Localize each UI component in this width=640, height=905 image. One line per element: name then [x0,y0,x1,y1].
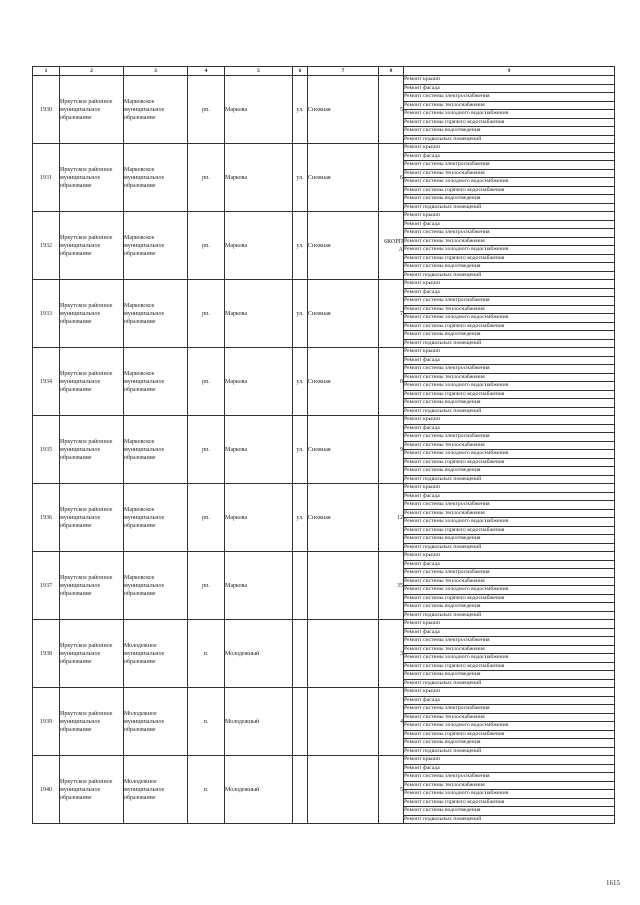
settlement-cell: Марковское муниципальное образование [124,144,188,212]
work-type-cell: Ремонт крыши [404,416,615,425]
locality-type-cell: рп. [188,76,225,144]
locality-cell: Маркова [225,348,293,416]
table-row [33,688,615,697]
district-cell: Иркутское районное муниципальное образование [60,688,124,756]
locality-cell: Молодежный [225,688,293,756]
settlement-cell: Марковское муниципальное образование [124,212,188,280]
work-type-cell: Ремонт фасада [404,424,615,433]
record-number: 1939 [33,688,60,756]
table-row [33,348,615,357]
house-number-cell: 4 [379,688,404,756]
table-row [33,212,615,221]
work-type-cell: Ремонт системы горячего водоснабжения [404,730,615,739]
street-type-cell: ул. [293,144,308,212]
work-type-cell: Ремонт системы горячего водоснабжения [404,594,615,603]
work-type-cell: Ремонт системы теплоснабжения [404,781,615,790]
house-number-cell: 9 [379,416,404,484]
street-type-cell: ул. [293,212,308,280]
settlement-cell: Марковское муниципальное образование [124,416,188,484]
work-type-cell: Ремонт системы холодного водоснабжения [404,314,615,323]
house-number-cell: 8 [379,348,404,416]
work-type-cell: Ремонт фасада [404,560,615,569]
work-type-cell: Ремонт системы теплоснабжения [404,101,615,110]
work-type-cell: Ремонт системы водоотведения [404,399,615,408]
work-type-cell: Ремонт системы холодного водоснабжения [404,654,615,663]
work-type-cell: Ремонт системы холодного водоснабжения [404,518,615,527]
work-type-cell: Ремонт подвальных помещений [404,679,615,688]
record-number: 1938 [33,620,60,688]
house-number-cell: 3 [379,620,404,688]
locality-type-cell: п. [188,688,225,756]
district-cell: Иркутское районное муниципальное образование [60,348,124,416]
table-row [33,416,615,425]
work-type-cell: Ремонт подвальных помещений [404,271,615,280]
locality-type-cell: п. [188,620,225,688]
table-row [33,144,615,153]
work-type-cell: Ремонт системы водоотведения [404,467,615,476]
locality-type-cell: рп. [188,552,225,620]
table-row [33,280,615,289]
locality-cell: Маркова [225,280,293,348]
work-type-cell: Ремонт системы горячего водоснабжения [404,662,615,671]
work-type-cell: Ремонт системы холодного водоснабжения [404,178,615,187]
locality-cell: Маркова [225,416,293,484]
record-number: 1931 [33,144,60,212]
street-cell [308,688,379,756]
work-type-cell: Ремонт системы водоотведения [404,603,615,612]
district-cell: Иркутское районное муниципальное образование [60,212,124,280]
work-type-cell: Ремонт системы холодного водоснабжения [404,110,615,119]
district-cell: Иркутское районное муниципальное образование [60,144,124,212]
work-type-cell: Ремонт системы холодного водоснабжения [404,722,615,731]
work-type-cell: Ремонт системы холодного водоснабжения [404,586,615,595]
street-cell [308,552,379,620]
work-type-cell: Ремонт подвальных помещений [404,203,615,212]
street-cell: Снежная [308,212,379,280]
work-type-cell: Ремонт фасада [404,764,615,773]
street-type-cell: ул. [293,348,308,416]
street-type-cell: ул. [293,484,308,552]
work-type-cell: Ремонт фасада [404,492,615,501]
settlement-cell: Молодежное муниципальное образование [124,756,188,824]
work-type-cell: Ремонт системы электроснабжения [404,569,615,578]
work-type-cell: Ремонт подвальных помещений [404,543,615,552]
street-type-cell [293,552,308,620]
house-number-cell: 6 [379,144,404,212]
work-type-cell: Ремонт системы горячего водоснабжения [404,322,615,331]
settlement-cell: Марковское муниципальное образование [124,484,188,552]
locality-type-cell: рп. [188,416,225,484]
locality-type-cell: п. [188,756,225,824]
work-type-cell: Ремонт системы теплоснабжения [404,373,615,382]
settlement-cell: Марковское муниципальное образование [124,280,188,348]
work-type-cell: Ремонт системы электроснабжения [404,93,615,102]
house-number-cell: 7 [379,280,404,348]
locality-cell: Маркова [225,144,293,212]
work-type-cell: Ремонт системы горячего водоснабжения [404,390,615,399]
table-row [33,552,615,561]
work-type-cell: Ремонт крыши [404,348,615,357]
street-type-cell [293,756,308,824]
work-type-cell: Ремонт подвальных помещений [404,339,615,348]
street-cell: Снежная [308,484,379,552]
district-cell: Иркутское районное муниципальное образование [60,416,124,484]
street-type-cell: ул. [293,416,308,484]
work-type-cell: Ремонт системы теплоснабжения [404,169,615,178]
header-col-1: 1 [33,67,60,76]
settlement-cell: Марковское муниципальное образование [124,76,188,144]
work-type-cell: Ремонт системы водоотведения [404,535,615,544]
work-type-cell: Ремонт системы электроснабжения [404,501,615,510]
header-col-7: 7 [308,67,379,76]
street-cell: Снежная [308,280,379,348]
header-col-4: 4 [188,67,225,76]
work-type-cell: Ремонт системы водоотведения [404,807,615,816]
work-type-cell: Ремонт подвальных помещений [404,747,615,756]
street-cell: Снежная [308,416,379,484]
house-number-cell: 6КОРП А [379,212,404,280]
work-type-cell: Ремонт системы электроснабжения [404,705,615,714]
work-type-cell: Ремонт фасада [404,356,615,365]
street-cell [308,620,379,688]
street-cell: Снежная [308,348,379,416]
work-type-cell: Ремонт системы теплоснабжения [404,713,615,722]
work-type-cell: Ремонт системы водоотведения [404,671,615,680]
work-type-cell: Ремонт системы теплоснабжения [404,509,615,518]
record-number: 1937 [33,552,60,620]
work-type-cell: Ремонт системы горячего водоснабжения [404,458,615,467]
header-col-3: 3 [124,67,188,76]
settlement-cell: Марковское муниципальное образование [124,552,188,620]
work-type-cell: Ремонт крыши [404,620,615,629]
record-number: 1930 [33,76,60,144]
locality-cell: Маркова [225,212,293,280]
street-cell: Снежная [308,76,379,144]
header-col-9: 9 [404,67,615,76]
locality-type-cell: рп. [188,348,225,416]
locality-type-cell: рп. [188,212,225,280]
repair-register-table [32,66,615,824]
district-cell: Иркутское районное муниципальное образование [60,76,124,144]
table-row [33,76,615,85]
work-type-cell: Ремонт подвальных помещений [404,135,615,144]
header-col-5: 5 [225,67,293,76]
house-number-cell: 35 [379,552,404,620]
header-col-6: 6 [293,67,308,76]
district-cell: Иркутское районное муниципальное образование [60,484,124,552]
work-type-cell: Ремонт системы холодного водоснабжения [404,246,615,255]
work-type-cell: Ремонт крыши [404,688,615,697]
work-type-cell: Ремонт крыши [404,552,615,561]
work-type-cell: Ремонт подвальных помещений [404,475,615,484]
work-type-cell: Ремонт системы водоотведения [404,331,615,340]
work-type-cell: Ремонт фасада [404,220,615,229]
work-type-cell: Ремонт крыши [404,144,615,153]
header-col-2: 2 [60,67,124,76]
work-type-cell: Ремонт крыши [404,756,615,765]
record-number: 1936 [33,484,60,552]
work-type-cell: Ремонт системы холодного водоснабжения [404,382,615,391]
work-type-cell: Ремонт крыши [404,484,615,493]
district-cell: Иркутское районное муниципальное образование [60,620,124,688]
work-type-cell: Ремонт системы горячего водоснабжения [404,254,615,263]
settlement-cell: Молодежное муниципальное образование [124,688,188,756]
district-cell: Иркутское районное муниципальное образование [60,756,124,824]
work-type-cell: Ремонт системы водоотведения [404,263,615,272]
locality-cell: Молодежный [225,756,293,824]
locality-type-cell: рп. [188,280,225,348]
work-type-cell: Ремонт крыши [404,76,615,85]
header-row [33,67,615,76]
locality-cell: Маркова [225,76,293,144]
street-type-cell [293,620,308,688]
house-number-cell: 5 [379,76,404,144]
table-row [33,620,615,629]
table-body [33,76,615,824]
work-type-cell: Ремонт фасада [404,84,615,93]
settlement-cell: Молодежное муниципальное образование [124,620,188,688]
page-number: 1615 [606,879,620,887]
work-type-cell: Ремонт фасада [404,152,615,161]
district-cell: Иркутское районное муниципальное образование [60,552,124,620]
work-type-cell: Ремонт системы теплоснабжения [404,577,615,586]
street-cell: Снежная [308,144,379,212]
record-number: 1933 [33,280,60,348]
work-type-cell: Ремонт системы электроснабжения [404,773,615,782]
work-type-cell: Ремонт системы электроснабжения [404,229,615,238]
house-number-cell: 5 [379,756,404,824]
street-type-cell [293,688,308,756]
work-type-cell: Ремонт системы электроснабжения [404,637,615,646]
house-number-cell: 12 [379,484,404,552]
work-type-cell: Ремонт фасада [404,696,615,705]
work-type-cell: Ремонт системы электроснабжения [404,297,615,306]
record-number: 1935 [33,416,60,484]
work-type-cell: Ремонт системы водоотведения [404,739,615,748]
locality-cell: Маркова [225,552,293,620]
street-type-cell: ул. [293,76,308,144]
work-type-cell: Ремонт системы электроснабжения [404,161,615,170]
header-col-8: 8 [379,67,404,76]
record-number: 1932 [33,212,60,280]
work-type-cell: Ремонт системы теплоснабжения [404,237,615,246]
work-type-cell: Ремонт крыши [404,212,615,221]
work-type-cell: Ремонт фасада [404,628,615,637]
table-row [33,484,615,493]
street-cell [308,756,379,824]
work-type-cell: Ремонт системы водоотведения [404,195,615,204]
work-type-cell: Ремонт системы холодного водоснабжения [404,790,615,799]
work-type-cell: Ремонт системы горячего водоснабжения [404,118,615,127]
street-type-cell: ул. [293,280,308,348]
settlement-cell: Марковское муниципальное образование [124,348,188,416]
work-type-cell: Ремонт системы теплоснабжения [404,441,615,450]
work-type-cell: Ремонт фасада [404,288,615,297]
work-type-cell: Ремонт системы теплоснабжения [404,645,615,654]
work-type-cell: Ремонт системы электроснабжения [404,365,615,374]
work-type-cell: Ремонт системы электроснабжения [404,433,615,442]
work-type-cell: Ремонт подвальных помещений [404,611,615,620]
locality-cell: Молодежный [225,620,293,688]
work-type-cell: Ремонт системы горячего водоснабжения [404,186,615,195]
work-type-cell: Ремонт подвальных помещений [404,407,615,416]
work-type-cell: Ремонт системы горячего водоснабжения [404,798,615,807]
record-number: 1934 [33,348,60,416]
locality-type-cell: рп. [188,484,225,552]
work-type-cell: Ремонт системы водоотведения [404,127,615,136]
work-type-cell: Ремонт крыши [404,280,615,289]
work-type-cell: Ремонт системы теплоснабжения [404,305,615,314]
locality-type-cell: рп. [188,144,225,212]
work-type-cell: Ремонт системы холодного водоснабжения [404,450,615,459]
district-cell: Иркутское районное муниципальное образование [60,280,124,348]
work-type-cell: Ремонт подвальных помещений [404,815,615,824]
work-type-cell: Ремонт системы горячего водоснабжения [404,526,615,535]
locality-cell: Маркова [225,484,293,552]
table-row [33,756,615,765]
record-number: 1940 [33,756,60,824]
